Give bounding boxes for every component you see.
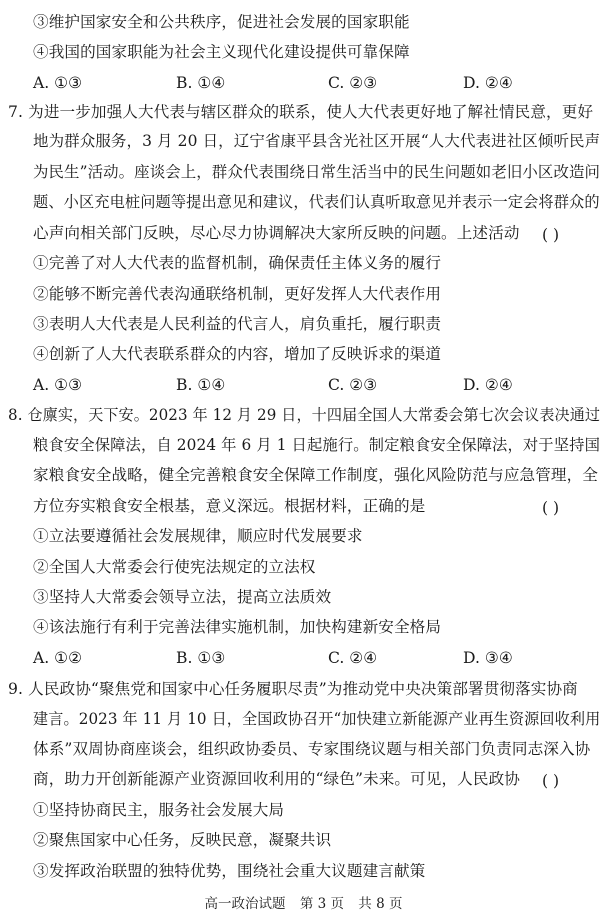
choice-item: ①坚持协商民主，服务社会发展大局 [33,801,285,819]
choice-item: ③维护国家安全和公共秩序，促进社会发展的国家职能 [33,13,410,31]
option-d: D. ②④ [463,376,513,394]
option-a: A. ①② [33,649,83,667]
question-8-stem: 方位夯实粮食安全根基，意义深远。根据材料，正确的是 [33,497,426,515]
option-b: B. ①③ [176,649,226,667]
footer-total-pages: 共 8 页 [358,896,403,912]
page-footer [0,895,607,913]
choice-item: ②全国人大常委会行使宪法规定的立法权 [33,558,316,576]
answer-bracket: ( ) [542,226,560,244]
question-8-stem: 粮食安全保障法，自 2024 年 6 月 1 日起施行。制定粮食安全保障法，对于坚持国 [33,436,601,454]
answer-options [0,375,607,395]
answer-bracket: ( ) [542,499,560,517]
choice-item: ①立法要遵循社会发展规律，顺应时代发展要求 [33,527,363,545]
question-8-stem: 8. 仓廪实，天下安。2023 年 12 月 29 日，十四届全国人大常委会第七次会议表决通过 [8,406,601,424]
question-9-stem: 商，助力开创新能源产业资源回收利用的“绿色”未来。可见，人民政协 [33,770,520,788]
option-a: A. ①③ [33,376,83,394]
option-d: D. ②④ [463,74,513,92]
option-d: D. ③④ [463,649,513,667]
question-7-stem: 题、小区充电桩问题等提出意见和建议，代表们认真听取意见并表示一定会将群众的 [33,193,600,211]
choice-item: ③表明人大代表是人民利益的代言人，肩负重托，履行职责 [33,315,442,333]
question-7-stem: 为民生”活动。座谈会上，群众代表围绕日常生活当中的民生问题如老旧小区改造问 [33,163,601,181]
question-9-stem: 体系”双周协商座谈会，组织政协委员、专家围绕议题与相关部门负责同志深入协 [33,740,591,758]
choice-item: ②聚焦国家中心任务，反映民意，凝聚共识 [33,831,332,849]
question-7-stem: 地为群众服务，3 月 20 日，辽宁省康平县含光社区开展“人大代表进社区倾听民声 [33,132,601,150]
choice-item: ④该法施行有利于完善法律实施机制，加快构建新安全格局 [33,618,442,636]
option-b: B. ①④ [176,376,226,394]
option-c: C. ②③ [328,74,378,92]
answer-options [0,73,607,93]
question-9-stem: 建言。2023 年 11 月 10 日，全国政协召开“加快建立新能源产业再生资源回收利用 [33,710,601,728]
answer-options [0,648,607,668]
question-8-stem: 家粮食安全战略，健全完善粮食安全保障工作制度，强化风险防范与应急管理，全 [33,466,598,484]
question-7-stem: 心声向相关部门反映，尽心尽力协调解决大家所反映的问题。上述活动 [33,224,520,242]
question-7-stem: 7. 为进一步加强人大代表与辖区群众的联系，使人大代表更好地了解社情民意，更好 [8,103,594,121]
choice-item: ④创新了人大代表联系群众的内容，增加了反映诉求的渠道 [33,345,442,363]
question-9-stem: 9. 人民政协“聚焦党和国家中心任务履职尽责”为推动党中央决策部署贯彻落实协商 [8,680,578,698]
answer-bracket: ( ) [542,772,560,790]
choice-item: ②能够不断完善代表沟通联络机制，更好发挥人大代表作用 [33,285,442,303]
choice-item: ④我国的国家职能为社会主义现代化建设提供可靠保障 [33,43,410,61]
option-b: B. ①④ [176,74,226,92]
option-c: C. ②③ [328,376,378,394]
choice-item: ③坚持人大常委会领导立法，提高立法质效 [33,588,332,606]
choice-item: ③发挥政治联盟的独特优势，围绕社会重大议题建言献策 [33,862,426,880]
footer-page-number: 第 3 页 [299,896,344,912]
option-a: A. ①③ [33,74,83,92]
option-c: C. ②④ [328,649,378,667]
footer-subject: 高一政治试题 [204,896,286,912]
choice-item: ①完善了对人大代表的监督机制，确保责任主体义务的履行 [33,254,442,272]
